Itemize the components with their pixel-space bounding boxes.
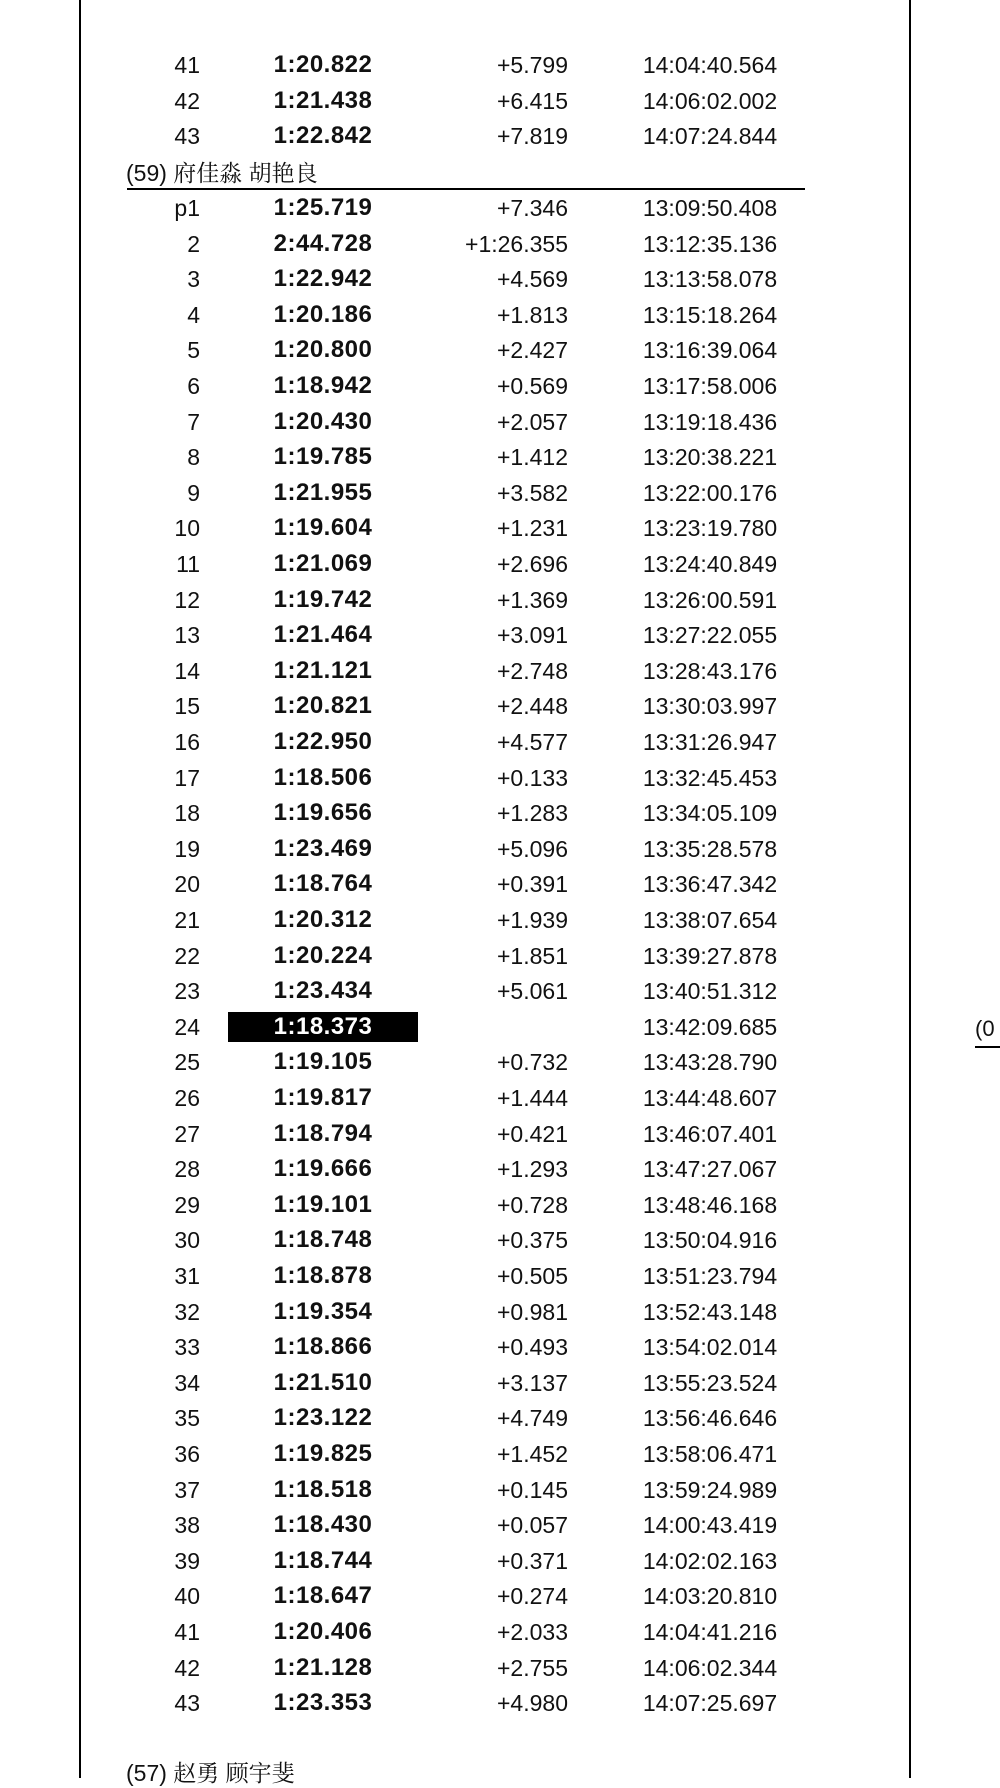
lap-time: 1:21.438 [273, 86, 373, 114]
lap-number: 9 [187, 479, 200, 506]
time-of-day: 13:36:47.342 [642, 871, 778, 898]
lap-number: 25 [174, 1049, 200, 1076]
lap-row [0, 583, 1000, 617]
time-of-day: 13:48:46.168 [642, 1191, 778, 1218]
lap-row [0, 440, 1000, 474]
lap-number: 29 [174, 1191, 200, 1218]
lap-number: 12 [174, 586, 200, 613]
cropped-edge-label: (0 [975, 1016, 995, 1041]
lap-row [0, 1544, 1000, 1578]
lap-number: 43 [174, 123, 200, 150]
lap-row [0, 974, 1000, 1008]
gap-to-best: +7.346 [497, 195, 568, 221]
lap-number: 41 [174, 52, 200, 78]
lap-row [0, 262, 1000, 296]
lap-number: 34 [174, 1369, 200, 1396]
lap-time: 1:21.955 [273, 478, 373, 506]
lap-time: 1:22.942 [273, 265, 373, 293]
lap-time: 2:44.728 [273, 229, 373, 257]
lap-time: 1:18.764 [273, 870, 373, 898]
time-of-day: 14:04:41.216 [642, 1619, 778, 1645]
lap-number: 4 [187, 301, 200, 328]
time-of-day: 13:15:18.264 [642, 301, 778, 328]
time-of-day: 13:52:43.148 [642, 1298, 778, 1325]
gap-to-best: +7.819 [497, 123, 568, 150]
time-of-day: 13:19:18.436 [642, 408, 778, 435]
lap-number: 18 [174, 800, 200, 827]
lap-number: 33 [174, 1334, 200, 1361]
lap-number: 3 [187, 266, 200, 293]
lap-time: 1:20.406 [273, 1618, 373, 1645]
section-title-rule [127, 188, 805, 190]
lap-time: 1:18.506 [273, 763, 373, 791]
lap-row [0, 227, 1000, 261]
lap-number: 30 [174, 1227, 200, 1254]
lap-number: 43 [174, 1690, 200, 1717]
lap-number: 41 [174, 1619, 200, 1645]
lap-number: 22 [174, 942, 200, 969]
lap-number: 19 [174, 835, 200, 862]
time-of-day: 14:06:02.002 [642, 87, 778, 114]
lap-row [0, 48, 1000, 82]
gap-to-best: +0.981 [497, 1298, 568, 1325]
time-of-day: 14:07:25.697 [642, 1690, 778, 1717]
lap-row [0, 1259, 1000, 1293]
time-of-day: 13:55:23.524 [642, 1369, 778, 1396]
lap-number: 7 [187, 408, 200, 435]
time-of-day: 13:35:28.578 [642, 835, 778, 862]
lap-number: 31 [174, 1263, 200, 1289]
lap-number: 6 [187, 373, 200, 399]
time-of-day: 13:40:51.312 [642, 978, 778, 1005]
gap-to-best: +3.137 [497, 1369, 568, 1396]
lap-time: 1:19.101 [273, 1190, 373, 1218]
lap-row [0, 476, 1000, 510]
gap-to-best: +2.427 [497, 337, 568, 364]
lap-row [0, 1330, 1000, 1364]
gap-to-best: +2.448 [497, 693, 568, 720]
time-of-day: 14:06:02.344 [642, 1654, 778, 1681]
lap-time: 1:22.950 [273, 728, 373, 755]
lap-row [0, 191, 1000, 225]
time-of-day: 13:17:58.006 [642, 373, 778, 399]
time-of-day: 13:34:05.109 [642, 800, 778, 827]
gap-to-best: +4.749 [497, 1405, 568, 1432]
lap-time: 1:20.822 [273, 51, 373, 78]
gap-to-best: +0.728 [497, 1191, 568, 1218]
gap-to-best: +0.569 [497, 373, 568, 399]
time-of-day: 13:22:00.176 [642, 479, 778, 506]
lap-row [0, 867, 1000, 901]
gap-to-best: +1:26.355 [465, 230, 568, 257]
lap-time: 1:19.742 [273, 585, 373, 613]
time-of-day: 13:09:50.408 [642, 195, 778, 221]
time-of-day: 14:00:43.419 [642, 1512, 778, 1539]
lap-time: 1:19.656 [273, 799, 373, 827]
lap-row [0, 84, 1000, 118]
gap-to-best: +1.293 [497, 1156, 568, 1183]
time-of-day: 13:50:04.916 [642, 1227, 778, 1254]
time-of-day: 13:23:19.780 [642, 515, 778, 542]
lap-number: 20 [174, 871, 200, 898]
lap-number: 16 [174, 729, 200, 755]
lap-row [0, 903, 1000, 937]
lap-number: 39 [174, 1547, 200, 1574]
lap-row [0, 654, 1000, 688]
time-of-day: 14:07:24.844 [642, 123, 778, 150]
lap-number: 37 [174, 1476, 200, 1503]
lap-time: 1:18.794 [273, 1119, 373, 1147]
lap-number: 42 [174, 87, 200, 114]
lap-time: 1:25.719 [273, 194, 373, 221]
lap-number: 21 [174, 907, 200, 933]
lap-row [0, 796, 1000, 830]
next-driver-pair-title: (57) 赵勇 顾宇斐 [126, 1760, 295, 1786]
time-of-day: 13:43:28.790 [642, 1049, 778, 1076]
lap-row [0, 1437, 1000, 1471]
time-of-day: 13:32:45.453 [642, 764, 778, 791]
gap-to-best: +1.231 [497, 515, 568, 542]
lap-number: 17 [174, 764, 200, 791]
lap-row [0, 1366, 1000, 1400]
lap-row [0, 511, 1000, 545]
lap-time: 1:21.121 [273, 656, 373, 684]
gap-to-best: +3.582 [497, 479, 568, 506]
time-of-day: 13:28:43.176 [642, 657, 778, 684]
lap-row [0, 1473, 1000, 1507]
gap-to-best: +0.145 [497, 1476, 568, 1503]
time-of-day: 14:04:40.564 [642, 52, 778, 78]
lap-number: 26 [174, 1085, 200, 1111]
lap-number: 2 [187, 230, 200, 257]
lap-time: 1:19.105 [273, 1048, 373, 1076]
time-of-day: 13:27:22.055 [642, 622, 778, 649]
lap-time: 1:18.866 [273, 1333, 373, 1361]
lap-time: 1:18.748 [273, 1226, 373, 1254]
time-of-day: 13:47:27.067 [642, 1156, 778, 1183]
lap-row [0, 1081, 1000, 1115]
lap-time: 1:20.186 [273, 300, 373, 328]
lap-time: 1:21.464 [273, 621, 373, 649]
gap-to-best: +1.851 [497, 942, 568, 969]
lap-number: 42 [174, 1654, 200, 1681]
lap-time: 1:18.647 [273, 1582, 373, 1610]
lap-row [0, 1010, 1000, 1044]
gap-to-best: +0.493 [497, 1334, 568, 1361]
gap-to-best: +5.799 [497, 52, 568, 78]
gap-to-best: +0.421 [497, 1120, 568, 1147]
lap-time: 1:18.744 [273, 1546, 373, 1574]
gap-to-best: +1.283 [497, 800, 568, 827]
gap-to-best: +1.452 [497, 1441, 568, 1467]
gap-to-best: +4.569 [497, 266, 568, 293]
lap-time: 1:18.878 [273, 1262, 373, 1289]
gap-to-best: +0.057 [497, 1512, 568, 1539]
lap-time: 1:19.666 [273, 1155, 373, 1183]
lap-number: 28 [174, 1156, 200, 1183]
lap-number: 24 [174, 1013, 200, 1040]
lap-time: 1:19.817 [273, 1084, 373, 1111]
time-of-day: 13:58:06.471 [642, 1441, 778, 1467]
gap-to-best: +5.061 [497, 978, 568, 1005]
time-of-day: 14:03:20.810 [642, 1583, 778, 1610]
lap-row [0, 1152, 1000, 1186]
time-of-day: 13:54:02.014 [642, 1334, 778, 1361]
lap-number: 32 [174, 1298, 200, 1325]
gap-to-best: +0.505 [497, 1263, 568, 1289]
time-of-day: 13:42:09.685 [642, 1013, 778, 1040]
lap-row [0, 939, 1000, 973]
lap-number: 10 [174, 515, 200, 542]
lap-time: 1:18.942 [273, 372, 373, 399]
lap-time: 1:18.373 [228, 1012, 418, 1042]
lap-row [0, 547, 1000, 581]
lap-time: 1:19.825 [273, 1440, 373, 1467]
lap-time: 1:22.842 [273, 122, 373, 150]
lap-number: 14 [174, 657, 200, 684]
time-of-day: 14:02:02.163 [642, 1547, 778, 1574]
time-of-day: 13:30:03.997 [642, 693, 778, 720]
lap-row [0, 1508, 1000, 1542]
time-of-day: 13:26:00.591 [642, 586, 778, 613]
gap-to-best: +1.939 [497, 907, 568, 933]
gap-to-best: +3.091 [497, 622, 568, 649]
time-of-day: 13:44:48.607 [642, 1085, 778, 1111]
lap-number: 35 [174, 1405, 200, 1432]
gap-to-best: +2.033 [497, 1619, 568, 1645]
lap-number: p1 [174, 195, 200, 221]
gap-to-best: +1.412 [497, 444, 568, 471]
gap-to-best: +4.980 [497, 1690, 568, 1717]
lap-row [0, 1615, 1000, 1649]
lap-row [0, 1651, 1000, 1685]
lap-time: 1:18.518 [273, 1475, 373, 1503]
time-of-day: 13:56:46.646 [642, 1405, 778, 1432]
lap-time: 1:23.353 [273, 1689, 373, 1717]
gap-to-best: +2.696 [497, 551, 568, 577]
lap-row [0, 1223, 1000, 1257]
lap-row [0, 832, 1000, 866]
lap-time: 1:20.821 [273, 692, 373, 720]
lap-row [0, 725, 1000, 759]
lap-number: 27 [174, 1120, 200, 1147]
lap-row [0, 1401, 1000, 1435]
lap-time: 1:19.354 [273, 1297, 373, 1325]
lap-time: 1:21.128 [273, 1653, 373, 1681]
time-of-day: 13:51:23.794 [642, 1263, 778, 1289]
lap-number: 23 [174, 978, 200, 1005]
lap-number: 36 [174, 1441, 200, 1467]
lap-time: 1:20.430 [273, 407, 373, 435]
gap-to-best: +0.371 [497, 1547, 568, 1574]
time-of-day: 13:39:27.878 [642, 942, 778, 969]
lap-row [0, 1045, 1000, 1079]
gap-to-best: +6.415 [497, 87, 568, 114]
gap-to-best: +0.732 [497, 1049, 568, 1076]
gap-to-best: +2.755 [497, 1654, 568, 1681]
lap-row [0, 1295, 1000, 1329]
lap-time: 1:18.430 [273, 1511, 373, 1539]
lap-row [0, 1579, 1000, 1613]
lap-number: 11 [176, 551, 200, 577]
time-of-day: 13:31:26.947 [642, 729, 778, 755]
lap-time: 1:20.312 [273, 906, 373, 933]
gap-to-best: +2.057 [497, 408, 568, 435]
lap-row [0, 1117, 1000, 1151]
lap-number: 38 [174, 1512, 200, 1539]
gap-to-best: +0.133 [497, 764, 568, 791]
time-of-day: 13:13:58.078 [642, 266, 778, 293]
lap-number: 15 [174, 693, 200, 720]
lap-row [0, 119, 1000, 153]
time-of-day: 13:12:35.136 [642, 230, 778, 257]
lap-time: 1:21.510 [273, 1368, 373, 1396]
time-of-day: 13:20:38.221 [642, 444, 778, 471]
gap-to-best: +5.096 [497, 835, 568, 862]
gap-to-best: +1.813 [497, 301, 568, 328]
gap-to-best: +0.375 [497, 1227, 568, 1254]
lap-number: 5 [187, 337, 200, 364]
lap-time: 1:21.069 [273, 550, 373, 577]
lap-number: 13 [174, 622, 200, 649]
driver-pair-title: (59) 府佳淼 胡艳良 [126, 160, 318, 186]
gap-to-best: +1.444 [497, 1085, 568, 1111]
lap-time: 1:20.800 [273, 336, 373, 364]
lap-time: 1:20.224 [273, 941, 373, 969]
gap-to-best: +4.577 [497, 729, 568, 755]
lap-time: 1:19.604 [273, 514, 373, 542]
lap-time: 1:23.434 [273, 977, 373, 1005]
gap-to-best: +1.369 [497, 586, 568, 613]
lap-number: 40 [174, 1583, 200, 1610]
lap-number: 8 [187, 444, 200, 471]
lap-row [0, 689, 1000, 723]
gap-to-best: +0.274 [497, 1583, 568, 1610]
time-of-day: 13:16:39.064 [642, 337, 778, 364]
lap-row [0, 1188, 1000, 1222]
lap-row [0, 405, 1000, 439]
time-of-day: 13:46:07.401 [642, 1120, 778, 1147]
lap-row [0, 1686, 1000, 1720]
lap-row [0, 761, 1000, 795]
lap-row [0, 618, 1000, 652]
lap-time: 1:19.785 [273, 443, 373, 471]
time-of-day: 13:24:40.849 [642, 551, 778, 577]
cropped-edge-underline [975, 1046, 1000, 1048]
time-of-day: 13:59:24.989 [642, 1476, 778, 1503]
lap-row [0, 298, 1000, 332]
lap-time: 1:23.469 [273, 834, 373, 862]
time-of-day: 13:38:07.654 [642, 907, 778, 933]
lap-row [0, 369, 1000, 403]
gap-to-best: +0.391 [497, 871, 568, 898]
gap-to-best: +2.748 [497, 657, 568, 684]
lap-row [0, 333, 1000, 367]
lap-time: 1:23.122 [273, 1404, 373, 1432]
